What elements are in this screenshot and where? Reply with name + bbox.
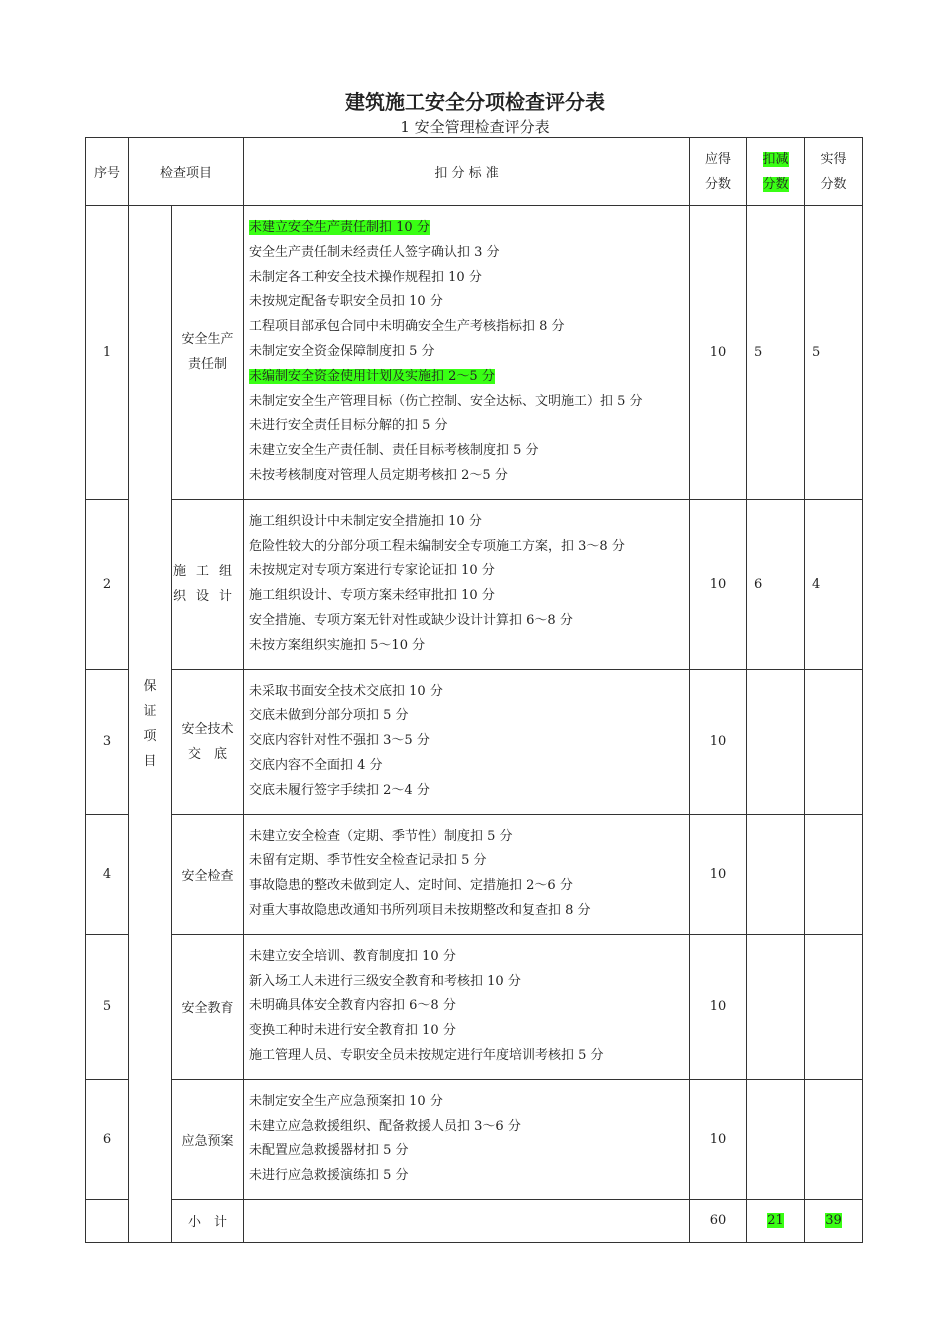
subtotal-row: [86, 1199, 863, 1242]
table-row: [86, 669, 863, 814]
header-actual-line1: 实得: [820, 151, 847, 167]
table-row: [86, 814, 863, 934]
header-row: [86, 138, 863, 206]
row-item: [172, 499, 244, 669]
deduct-score: 6: [747, 499, 805, 669]
row-no: 4: [86, 814, 129, 934]
header-deduct-line2: 分数: [762, 176, 789, 192]
table-row: [86, 206, 863, 500]
header-actual-score: [805, 138, 863, 206]
header-criteria: 扣 分 标 准: [244, 138, 690, 206]
criteria-line: 施工组织设计中未制定安全措施扣 10 分: [249, 513, 482, 529]
criteria-line: 未建立安全培训、教育制度扣 10 分: [249, 948, 456, 964]
table-row: [86, 1079, 863, 1199]
category-char: 证: [143, 703, 157, 719]
criteria-line: 工程项目部承包合同中未明确安全生产考核指标扣 8 分: [249, 319, 565, 335]
criteria-line: 未制定安全生产应急预案扣 10 分: [249, 1093, 443, 1109]
criteria-line: 对重大事故隐患改通知书所列项目未按期整改和复查扣 8 分: [249, 902, 591, 918]
criteria-line: 未建立应急救援组织、配备救援人员扣 3～6 分: [249, 1118, 521, 1134]
subtotal-no-cell: [86, 1199, 129, 1242]
header-should-line1: 应得: [705, 151, 732, 167]
criteria-line: 交底内容不全面扣 4 分: [249, 757, 383, 773]
row-no: 6: [86, 1079, 129, 1199]
header-actual-line2: 分数: [820, 176, 847, 192]
header-deduct-score: [747, 138, 805, 206]
row-criteria: [244, 814, 690, 934]
should-score: 10: [690, 814, 747, 934]
criteria-line: 安全措施、专项方案无针对性或缺少设计计算扣 6～8 分: [249, 612, 573, 628]
row-criteria: [244, 206, 690, 500]
row-item-text: 施工组 织设计: [173, 564, 243, 605]
deduct-score: [747, 814, 805, 934]
criteria-line: 安全生产责任制未经责任人签字确认扣 3 分: [249, 244, 500, 260]
criteria-line: 未按规定配备专职安全员扣 10 分: [249, 294, 443, 310]
row-item: [172, 669, 244, 814]
should-score: 10: [690, 499, 747, 669]
row-item: 安全教育: [172, 934, 244, 1079]
category-label: [129, 674, 171, 774]
criteria-line: 未明确具体安全教育内容扣 6～8 分: [249, 998, 456, 1014]
criteria-line: 交底未履行签字手续扣 2～4 分: [249, 782, 430, 798]
row-item-text: 安全技术 交 底: [181, 721, 234, 762]
actual-score: [805, 669, 863, 814]
criteria-line: 未制定安全生产管理目标（伤亡控制、安全达标、文明施工）扣 5 分: [249, 393, 643, 409]
score-table: [85, 137, 863, 1243]
category-char: 目: [143, 753, 157, 769]
criteria-line: 未进行应急救援演练扣 5 分: [249, 1168, 409, 1184]
deduct-score: [747, 934, 805, 1079]
row-criteria: [244, 669, 690, 814]
row-criteria: [244, 934, 690, 1079]
should-score: 10: [690, 1079, 747, 1199]
criteria-line: 未留有定期、季节性安全检查记录扣 5 分: [249, 853, 487, 869]
header-deduct-line1: 扣减: [762, 151, 789, 167]
criteria-line: 未按规定对专项方案进行专家论证扣 10 分: [249, 563, 495, 579]
deduct-score: [747, 1079, 805, 1199]
row-item-text: 安全生产 责任制: [181, 332, 234, 373]
criteria-line: 未制定各工种安全技术操作规程扣 10 分: [249, 269, 482, 285]
header-should-line2: 分数: [705, 176, 732, 192]
page-subtitle: 1 安全管理检查评分表: [400, 118, 550, 136]
subtotal-actual: 39: [825, 1213, 842, 1229]
criteria-line: 未配置应急救援器材扣 5 分: [249, 1143, 409, 1159]
row-criteria: [244, 1079, 690, 1199]
actual-score: 4: [805, 499, 863, 669]
criteria-line: 未采取书面安全技术交底扣 10 分: [249, 683, 443, 699]
row-no: 3: [86, 669, 129, 814]
criteria-line: 未按方案组织实施扣 5～10 分: [249, 637, 426, 653]
subtotal-should: 60: [690, 1199, 747, 1242]
row-item: [172, 206, 244, 500]
criteria-line: 未建立安全生产责任制扣 10 分: [249, 220, 430, 235]
category-char: 保: [143, 678, 157, 694]
should-score: 10: [690, 669, 747, 814]
row-no: 1: [86, 206, 129, 500]
row-no: 5: [86, 934, 129, 1079]
deduct-score: [747, 669, 805, 814]
actual-score: [805, 934, 863, 1079]
deduct-score: 5: [747, 206, 805, 500]
criteria-line: 危险性较大的分部分项工程未编制安全专项施工方案，扣 3～8 分: [249, 538, 625, 554]
criteria-line: 未进行安全责任目标分解的扣 5 分: [249, 418, 448, 434]
criteria-line: 未制定安全资金保障制度扣 5 分: [249, 343, 435, 359]
criteria-line: 施工组织设计、专项方案未经审批扣 10 分: [249, 588, 495, 604]
header-no: 序号: [86, 138, 129, 206]
row-criteria: [244, 499, 690, 669]
criteria-line: 未建立安全生产责任制、责任目标考核制度扣 5 分: [249, 443, 539, 459]
row-item: 应急预案: [172, 1079, 244, 1199]
actual-score: 5: [805, 206, 863, 500]
header-item: 检查项目: [129, 138, 244, 206]
criteria-line: 施工管理人员、专职安全员未按规定进行年度培训考核扣 5 分: [249, 1047, 604, 1063]
table-row: [86, 499, 863, 669]
subtotal-criteria-cell: [244, 1199, 690, 1242]
criteria-line: 新入场工人未进行三级安全教育和考核扣 10 分: [249, 973, 521, 989]
actual-score: [805, 814, 863, 934]
criteria-line: 未编制安全资金使用计划及实施扣 2～5 分: [249, 368, 495, 384]
subtotal-deduct: 21: [767, 1213, 784, 1229]
criteria-line: 交底内容针对性不强扣 3～5 分: [249, 733, 430, 749]
criteria-line: 交底未做到分部分项扣 5 分: [249, 708, 409, 724]
criteria-line: 未建立安全检查（定期、季节性）制度扣 5 分: [249, 828, 513, 844]
header-should-score: [690, 138, 747, 206]
table-row: [86, 934, 863, 1079]
should-score: 10: [690, 206, 747, 500]
subtotal-label: 小 计: [172, 1199, 244, 1242]
category-cell: [129, 206, 172, 1243]
actual-score: [805, 1079, 863, 1199]
should-score: 10: [690, 934, 747, 1079]
criteria-line: 事故隐患的整改未做到定人、定时间、定措施扣 2～6 分: [249, 878, 573, 894]
page-title: 建筑施工安全分项检查评分表: [345, 90, 605, 114]
criteria-line: 变换工种时未进行安全教育扣 10 分: [249, 1023, 456, 1039]
row-no: 2: [86, 499, 129, 669]
criteria-line: 未按考核制度对管理人员定期考核扣 2～5 分: [249, 467, 508, 483]
category-char: 项: [143, 728, 157, 744]
row-item: 安全检查: [172, 814, 244, 934]
